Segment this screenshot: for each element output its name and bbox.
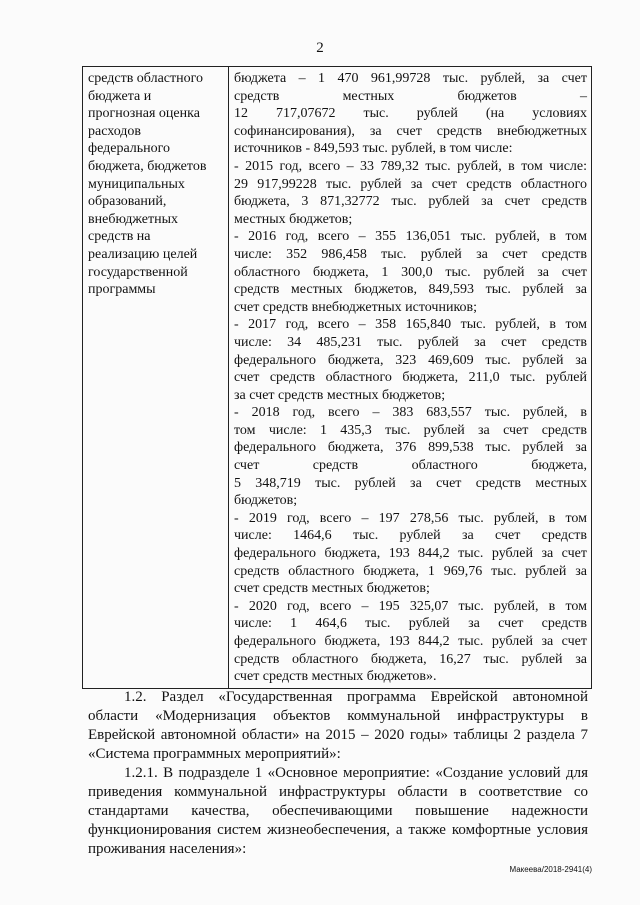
row-value-line: средств местных бюджетов, 849,593 тыс. рублей за bbox=[234, 282, 587, 298]
row-label-line: муниципальных bbox=[88, 176, 185, 192]
paragraph-line: стандартами качества, обеспечивающими повышение надежности bbox=[88, 803, 588, 819]
row-label-line: программы bbox=[88, 282, 156, 298]
paragraph-line: Еврейской автономной области» на 2015 – 2020 годы» таблицы 2 раздела 7 bbox=[88, 727, 588, 743]
row-value-line: - 2016 год, всего – 355 136,051 тыс. рублей, в том bbox=[234, 229, 587, 245]
row-value-line: счет средств местных бюджетов». bbox=[234, 669, 437, 685]
paragraph-line: приведения коммунальной инфраструктуры области в соответствие со bbox=[88, 784, 588, 800]
program-passport-table bbox=[82, 66, 592, 689]
document-code: Макеева/2018-2941(4) bbox=[509, 865, 592, 874]
paragraph-1-2 bbox=[88, 688, 588, 764]
row-label-line: прогнозная оценка bbox=[88, 106, 200, 122]
row-label-line: средств областного bbox=[88, 71, 204, 86]
row-value-line: средств областного бюджета, 16,27 тыс. рублей за bbox=[234, 651, 587, 667]
row-value-line: числе: 352 986,458 тыс. рублей за счет средств bbox=[234, 246, 587, 262]
row-value-line: числе: 34 485,231 тыс. рублей за счет средств bbox=[234, 334, 587, 350]
row-label-line: реализацию целей bbox=[88, 246, 198, 262]
paragraph-line: «Система программных мероприятий»: bbox=[88, 746, 341, 762]
row-label-line: бюджета, бюджетов bbox=[88, 158, 207, 174]
row-label-cell bbox=[83, 67, 229, 689]
paragraph-1-2-1 bbox=[88, 764, 588, 859]
row-value-line: 5 348,719 тыс. рублей за счет средств местных bbox=[234, 475, 587, 491]
row-value-line: за счет средств местных бюджетов; bbox=[234, 387, 446, 403]
paragraph-line: 1.2.1. В подразделе 1 «Основное мероприятие: «Создание условий для bbox=[124, 765, 588, 781]
row-value-line: федерального бюджета, 376 899,538 тыс. рублей за bbox=[234, 440, 587, 456]
row-label-line: образований, bbox=[88, 194, 167, 210]
row-value-line: бюджетов; bbox=[234, 493, 298, 509]
row-value-line: источников - 849,593 тыс. рублей, в том числе: bbox=[234, 141, 513, 157]
table-row bbox=[83, 67, 592, 689]
row-value-line: числе: 1464,6 тыс. рублей за счет средств bbox=[234, 528, 587, 544]
row-value-line: областного бюджета, 1 300,0 тыс. рублей за счет bbox=[234, 264, 587, 280]
row-value-line: местных бюджетов; bbox=[234, 211, 353, 227]
paragraph-line: функционирования систем жизнеобеспечения, а также комфортные условия bbox=[88, 822, 588, 838]
row-value-line: числе: 1 464,6 тыс. рублей за счет средств bbox=[234, 616, 587, 632]
row-value-line: софинансирования), за счет средств внебюджетных bbox=[234, 123, 587, 139]
row-value-line: - 2019 год, всего – 197 278,56 тыс. рублей, в том bbox=[234, 510, 587, 526]
row-value-line: счет средств областного бюджета, bbox=[234, 458, 587, 474]
row-label-line: внебюджетных bbox=[88, 211, 179, 227]
row-value-line: - 2015 год, всего – 33 789,32 тыс. рублей, в том числе: bbox=[234, 158, 587, 174]
row-value-cell bbox=[229, 67, 592, 689]
row-value-line: федерального бюджета, 193 844,2 тыс. рублей за счет bbox=[234, 634, 587, 649]
row-value-line: федерального бюджета, 323 469,609 тыс. рублей за bbox=[234, 352, 587, 368]
row-value-line: 12 717,07672 тыс. рублей (на условиях bbox=[234, 106, 587, 122]
page-number: 2 bbox=[316, 40, 324, 56]
row-value-line: федерального бюджета, 193 844,2 тыс. рублей за счет bbox=[234, 546, 587, 562]
row-value-line: - 2017 год, всего – 358 165,840 тыс. рублей, в том bbox=[234, 317, 587, 333]
row-value-line: средств областного бюджета, 1 969,76 тыс. рублей за bbox=[234, 563, 587, 579]
row-value-line: бюджета – 1 470 961,99728 тыс. рублей, за счет bbox=[234, 71, 587, 86]
row-value-line: средств местных бюджетов – bbox=[234, 88, 587, 104]
row-value-line: 29 917,99228 тыс. рублей за счет средств областного bbox=[234, 176, 587, 192]
row-label-line: бюджета и bbox=[88, 88, 152, 104]
row-label-line: федерального bbox=[88, 141, 171, 157]
row-value-line: бюджета, 3 871,32772 тыс. рублей за счет средств bbox=[234, 194, 587, 210]
row-label-line: государственной bbox=[88, 264, 188, 280]
row-label-line: средств на bbox=[88, 229, 151, 245]
row-label-line: расходов bbox=[88, 123, 142, 139]
paragraph-line: области «Модернизация объектов коммунальной инфраструктуры в bbox=[88, 708, 588, 724]
row-value-line: - 2020 год, всего – 195 325,07 тыс. рублей, в том bbox=[234, 598, 587, 614]
paragraph-line: проживания населения»: bbox=[88, 841, 247, 857]
row-value-line: счет средств местных бюджетов; bbox=[234, 581, 430, 597]
row-value-line: - 2018 год, всего – 383 683,557 тыс. рублей, в bbox=[234, 405, 587, 421]
row-value-line: том числе: 1 435,3 тыс. рублей за счет средств bbox=[234, 422, 587, 438]
row-value-line: счет средств областного бюджета, 211,0 тыс. рублей bbox=[234, 370, 587, 386]
row-value-line: счет средств внебюджетных источников; bbox=[234, 299, 478, 315]
paragraph-line: 1.2. Раздел «Государственная программа Еврейской автономной bbox=[124, 689, 588, 705]
